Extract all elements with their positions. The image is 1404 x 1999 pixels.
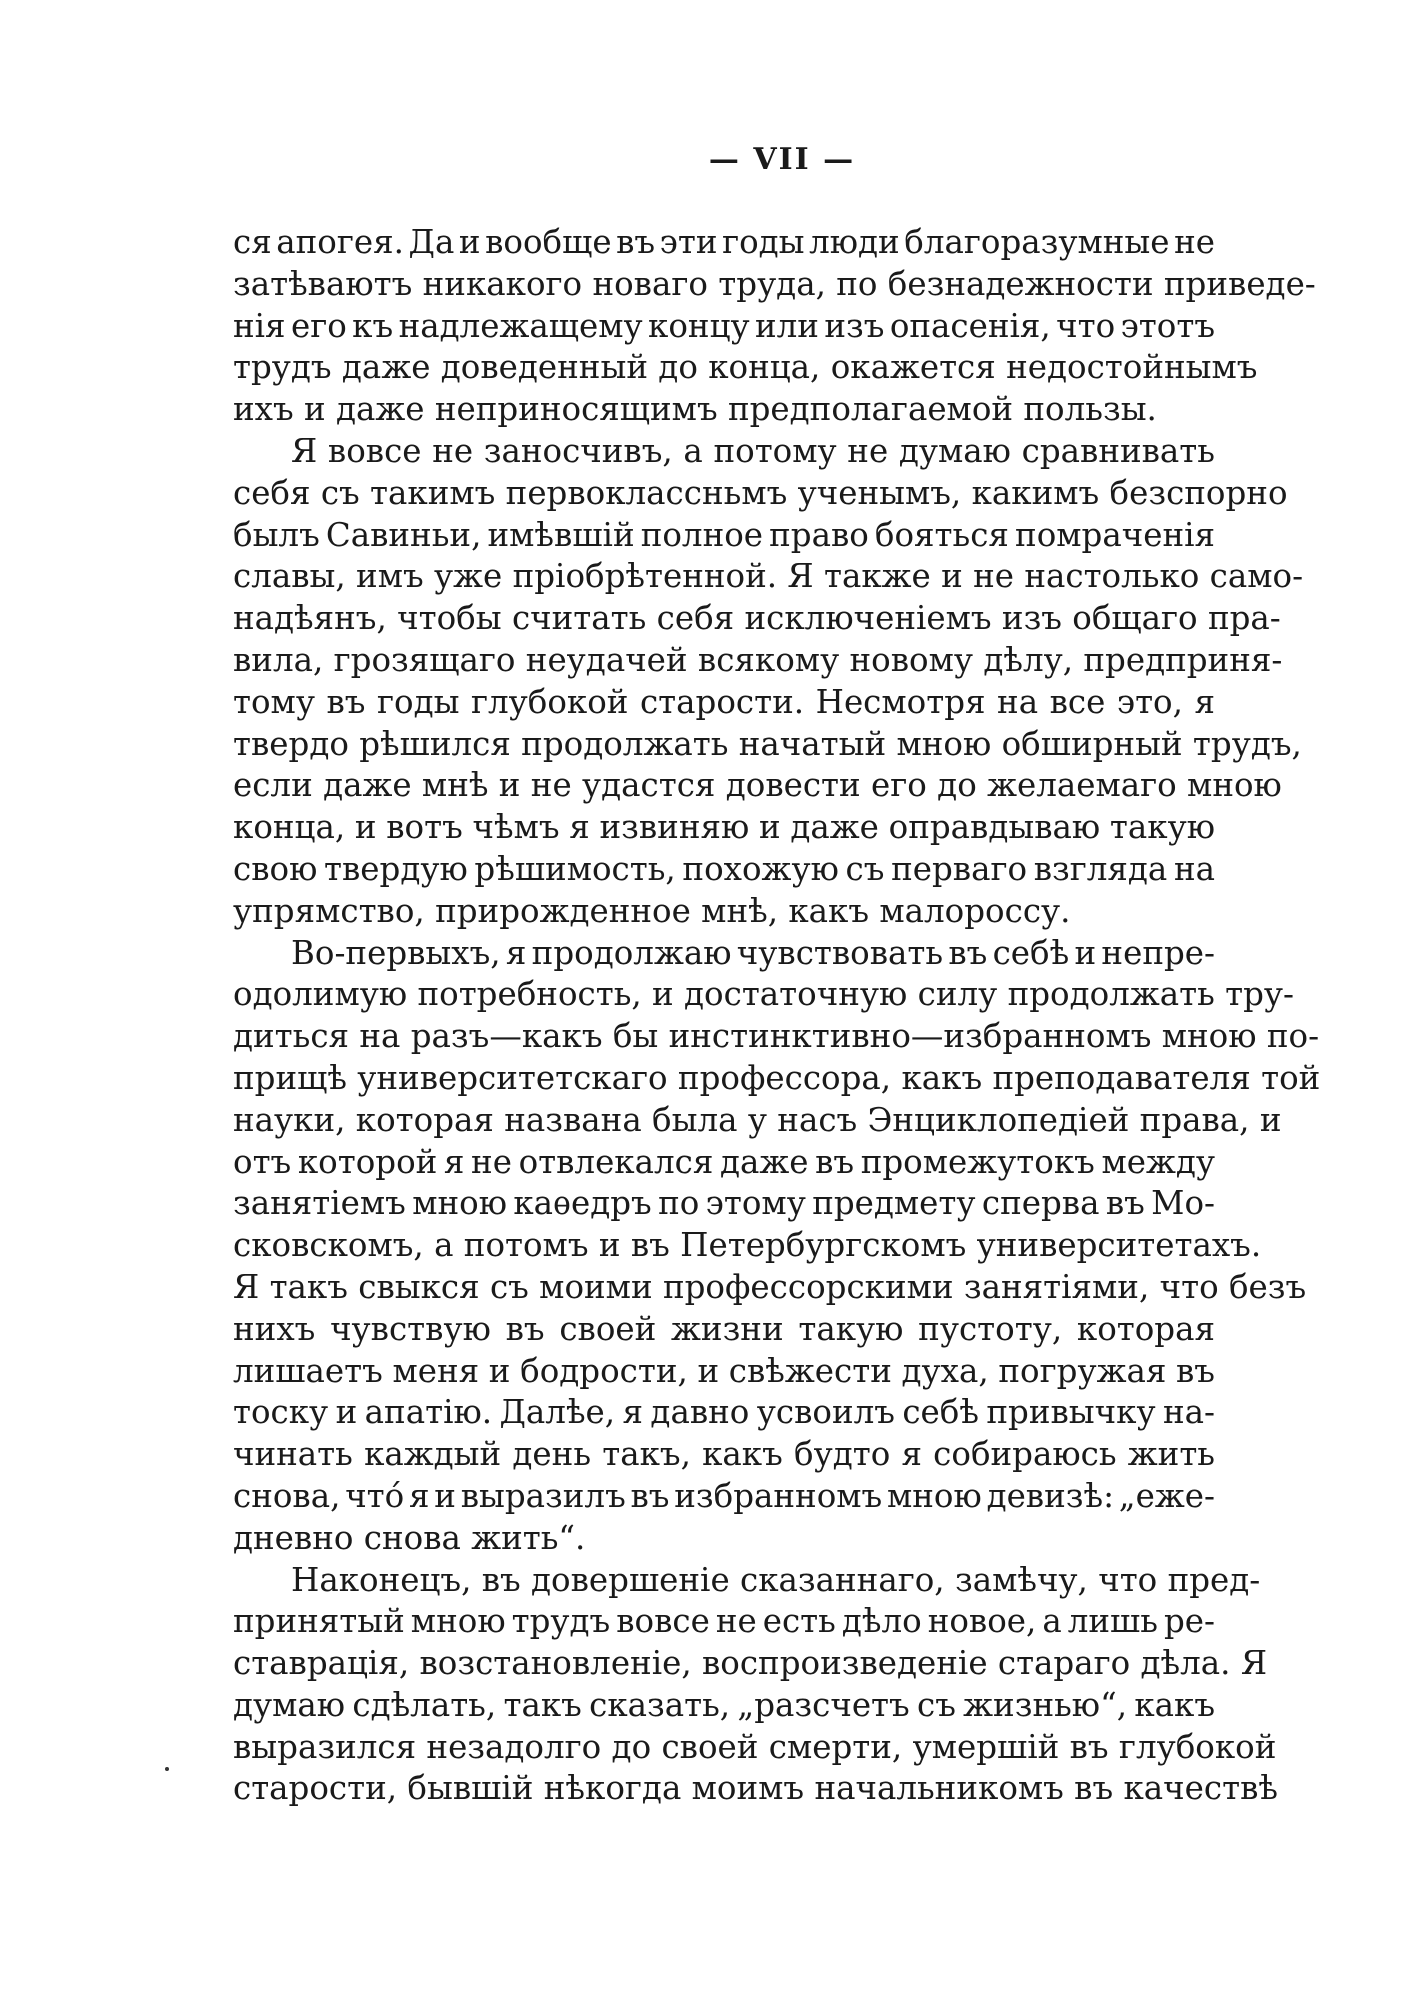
text-line: надѣянъ, чтобы считать себя исключеніемъ изъ общаго пра- — [233, 599, 1281, 638]
text-line: трудъ даже доведенный до конца, окажется недостойнымъ — [233, 348, 1258, 387]
text-line: вила, грозящаго неудачей всякому новому дѣлу, предприня- — [233, 640, 1283, 679]
text-line: твердо рѣшился продолжать начатый мною обширный трудъ, — [233, 724, 1302, 763]
text-line: старости, бывшій нѣкогда моимъ начальникомъ въ качествѣ — [233, 1769, 1278, 1808]
text-line: себя съ такимъ первоклассньмъ ученымъ, какимъ безспорно — [233, 473, 1288, 512]
text-line: тому въ годы глубокой старости. Несмотря на все это, я — [233, 682, 1215, 721]
text-line: конца, и вотъ чѣмъ я извиняю и даже оправдываю такую — [233, 808, 1215, 847]
text-line: нихъ чувствую въ своей жизни такую пустоту, которая — [233, 1309, 1215, 1348]
text-line: снова, что́ я и выразилъ въ избранномъ мною девизѣ: „еже- — [233, 1476, 1215, 1515]
text-line: Во-первыхъ, я продолжаю чувствовать въ себѣ и непре- — [291, 933, 1215, 972]
text-line: диться на разъ—какъ бы инстинктивно—избранномъ мною по- — [233, 1017, 1320, 1056]
text-line: отъ которой я не отвлекался даже въ промежутокъ между — [233, 1142, 1215, 1181]
text-line: затѣваютъ никакого новаго труда, по безнадежности приведе- — [233, 264, 1316, 303]
text-line: если даже мнѣ и не удастся довести его до желаемаго мною — [233, 766, 1282, 805]
text-line: занятіемъ мною каѳедръ по этому предмету сперва въ Мо- — [233, 1184, 1215, 1223]
text-line: дневно снова жить“. — [233, 1518, 586, 1557]
page-number: — VII — — [708, 142, 856, 177]
text-line: лишаетъ меня и бодрости, и свѣжести духа, погружая въ — [233, 1351, 1215, 1390]
text-line: науки, которая названа была у насъ Энциклопедіей права, и — [233, 1100, 1282, 1139]
text-line: Я вовсе не заносчивъ, а потому не думаю сравнивать — [291, 431, 1215, 470]
paragraph — [233, 431, 1304, 933]
body-text — [233, 222, 1321, 1810]
text-line: былъ Савиньи, имѣвшій полное право бояться помраченія — [233, 515, 1215, 554]
text-line: тоску и апатію. Далѣе, я давно усвоилъ себѣ привычку на- — [233, 1393, 1215, 1432]
paragraph — [233, 933, 1321, 1560]
text-line: упрямство, прирожденное мнѣ, какъ малороссу. — [233, 891, 1071, 930]
text-line: нія его къ надлежащему концу или изъ опасенія, что этотъ — [233, 306, 1215, 345]
paragraph — [233, 1560, 1278, 1811]
text-line: ихъ и даже неприносящимъ предполагаемой пользы. — [233, 390, 1157, 429]
text-line: Наконецъ, въ довершеніе сказаннаго, замѣчу, что пред- — [291, 1560, 1261, 1599]
text-line: сковскомъ, а потомъ и въ Петербургскомъ университетахъ. — [233, 1226, 1262, 1265]
text-line: думаю сдѣлать, такъ сказать, „разсчетъ съ жизнью“, какъ — [233, 1685, 1215, 1724]
text-line: ставрація, возстановленіе, воспроизведеніе стараго дѣла. Я — [233, 1644, 1268, 1683]
margin-mark — [165, 1767, 169, 1771]
text-line: одолимую потребность, и достаточную силу продолжать тру- — [233, 975, 1295, 1014]
text-line: прищѣ университетскаго профессора, какъ преподавателя той — [233, 1058, 1321, 1097]
text-line: принятый мною трудъ вовсе не есть дѣло новое, а лишь ре- — [233, 1602, 1215, 1641]
text-line: чинать каждый день такъ, какъ будто я собираюсь жить — [233, 1435, 1215, 1474]
text-line: выразился незадолго до своей смерти, умершій въ глубокой — [233, 1727, 1277, 1766]
text-line: славы, имъ уже пріобрѣтенной. Я также и не настолько само- — [233, 557, 1304, 596]
text-line: свою твердую рѣшимость, похожую съ перваго взгляда на — [233, 849, 1215, 888]
paragraph — [233, 222, 1316, 431]
text-line: Я такъ свыкся съ моими профессорскими занятіями, что безъ — [233, 1267, 1307, 1306]
text-line: ся апогея. Да и вообще въ эти годы люди благоразумные не — [233, 223, 1215, 261]
